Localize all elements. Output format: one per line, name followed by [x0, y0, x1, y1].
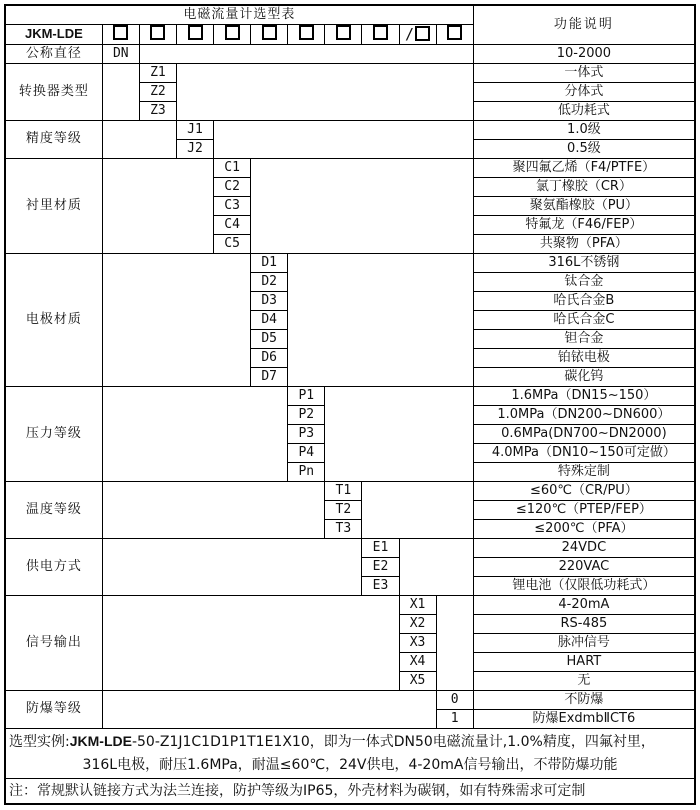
- option-code: D3: [251, 291, 288, 310]
- option-description: 聚四氟乙烯（F4/PTFE）: [473, 158, 695, 177]
- example-line-2: 316L电极，耐压1.6MPa，耐温≤60℃，24V供电，4-20mA信号输出，不带防爆功能: [82, 756, 618, 773]
- code-checkbox-x[interactable]: [399, 25, 436, 45]
- option-code: P4: [288, 443, 325, 462]
- option-description: 1.0MPa（DN200~DN600）: [473, 405, 695, 424]
- checkbox-icon: [415, 26, 430, 41]
- option-code: P2: [288, 405, 325, 424]
- option-code: D4: [251, 310, 288, 329]
- code-checkbox-e[interactable]: [362, 25, 399, 45]
- option-code: D7: [251, 367, 288, 386]
- option-description: 1.6MPa（DN15~150）: [473, 386, 695, 405]
- empty-cell: [436, 595, 473, 690]
- option-description: 0.5级: [473, 139, 695, 158]
- empty-cell: [399, 538, 473, 595]
- empty-cell: [214, 120, 474, 158]
- option-code: J2: [176, 139, 213, 158]
- option-code: Z1: [139, 63, 176, 82]
- checkbox-icon: [188, 25, 203, 40]
- checkbox-icon: [299, 25, 314, 40]
- option-code: D5: [251, 329, 288, 348]
- code-checkbox-d[interactable]: [251, 25, 288, 45]
- option-code: 0: [436, 690, 473, 709]
- empty-cell: [102, 481, 325, 538]
- option-code: E1: [362, 538, 399, 557]
- checkbox-icon: [113, 25, 128, 40]
- option-code: X2: [399, 614, 436, 633]
- empty-cell: [362, 481, 473, 538]
- option-code: Pn: [288, 462, 325, 481]
- category-label: 信号输出: [5, 595, 102, 690]
- option-description: 氯丁橡胶（CR）: [473, 177, 695, 196]
- option-code: C3: [214, 196, 251, 215]
- empty-cell: [325, 386, 473, 481]
- option-description: 特氟龙（F46/FEP）: [473, 215, 695, 234]
- option-code: X1: [399, 595, 436, 614]
- option-description: 哈氏合金B: [473, 291, 695, 310]
- category-label: 转换器类型: [5, 63, 102, 120]
- option-code: E3: [362, 576, 399, 595]
- selection-example: [5, 728, 695, 778]
- code-checkbox-c[interactable]: [214, 25, 251, 45]
- empty-cell: [102, 595, 399, 690]
- code-checkbox-dn[interactable]: [102, 25, 139, 45]
- checkbox-icon: [150, 25, 165, 40]
- option-code: T1: [325, 481, 362, 500]
- category-label: 防爆等级: [5, 690, 102, 728]
- option-code: DN: [102, 44, 139, 63]
- example-prefix: 选型实例:: [9, 733, 70, 750]
- footnote: 注：常规默认链接方式为法兰连接，防护等级为IP65，外壳材料为碳钢，如有特殊需求可定制: [5, 778, 695, 804]
- category-label: 电极材质: [5, 253, 102, 386]
- option-description: 防爆ExdmbⅡCT6: [473, 709, 695, 728]
- option-code: X3: [399, 633, 436, 652]
- selection-table: [4, 4, 696, 805]
- empty-cell: [102, 386, 287, 481]
- separator-slash: /: [405, 25, 415, 43]
- option-code: X5: [399, 671, 436, 690]
- option-description: 碳化钨: [473, 367, 695, 386]
- option-description: 铂铱电极: [473, 348, 695, 367]
- code-checkbox-p[interactable]: [288, 25, 325, 45]
- checkbox-icon: [262, 25, 277, 40]
- option-description: 不防爆: [473, 690, 695, 709]
- checkbox-icon: [225, 25, 240, 40]
- empty-cell: [139, 44, 473, 63]
- checkbox-icon: [447, 25, 462, 40]
- option-description: ≤120℃（PTEP/FEP）: [473, 500, 695, 519]
- option-description: 10-2000: [473, 44, 695, 63]
- category-label: 衬里材质: [5, 158, 102, 253]
- empty-cell: [102, 690, 436, 728]
- category-label: 精度等级: [5, 120, 102, 158]
- option-code: Z2: [139, 82, 176, 101]
- empty-cell: [102, 253, 250, 386]
- option-description: 一体式: [473, 63, 695, 82]
- option-description: 分体式: [473, 82, 695, 101]
- option-description: 锂电池（仅限低功耗式）: [473, 576, 695, 595]
- option-description: 哈氏合金C: [473, 310, 695, 329]
- empty-cell: [102, 63, 139, 120]
- option-description: 1.0级: [473, 120, 695, 139]
- table-title: 电磁流量计选型表: [5, 5, 473, 25]
- example-brand: JKM-LDE: [69, 732, 132, 749]
- checkbox-icon: [373, 25, 388, 40]
- category-label: 温度等级: [5, 481, 102, 538]
- empty-cell: [102, 538, 362, 595]
- example-rest: -50-Z1J1C1D1P1T1E1X10，即为一体式DN50电磁流量计,1.0%精度，四氟衬里，: [131, 733, 655, 750]
- option-code: Z3: [139, 101, 176, 120]
- category-label: 压力等级: [5, 386, 102, 481]
- option-description: 316L不锈钢: [473, 253, 695, 272]
- option-code: C2: [214, 177, 251, 196]
- option-description: 钽合金: [473, 329, 695, 348]
- option-code: J1: [176, 120, 213, 139]
- option-description: 4.0MPa（DN10~150可定做）: [473, 443, 695, 462]
- option-description: ≤60℃（CR/PU）: [473, 481, 695, 500]
- empty-cell: [288, 253, 474, 386]
- empty-cell: [176, 63, 473, 120]
- option-description: 无: [473, 671, 695, 690]
- empty-cell: [251, 158, 474, 253]
- option-description: 脉冲信号: [473, 633, 695, 652]
- option-description: 共聚物（PFA）: [473, 234, 695, 253]
- option-code: C4: [214, 215, 251, 234]
- option-description: 低功耗式: [473, 101, 695, 120]
- category-label: 公称直径: [5, 44, 102, 63]
- option-code: C1: [214, 158, 251, 177]
- option-description: RS-485: [473, 614, 695, 633]
- code-checkbox-z[interactable]: [139, 25, 176, 45]
- option-description: ≤200℃（PFA）: [473, 519, 695, 538]
- option-code: P3: [288, 424, 325, 443]
- option-description: 钛合金: [473, 272, 695, 291]
- code-checkbox-j[interactable]: [176, 25, 213, 45]
- option-code: D2: [251, 272, 288, 291]
- option-description: 聚氨酯橡胶（PU）: [473, 196, 695, 215]
- option-code: C5: [214, 234, 251, 253]
- option-description: 特殊定制: [473, 462, 695, 481]
- option-code: 1: [436, 709, 473, 728]
- function-column-header: 功能说明: [473, 5, 695, 44]
- option-code: E2: [362, 557, 399, 576]
- code-checkbox-t[interactable]: [325, 25, 362, 45]
- option-description: HART: [473, 652, 695, 671]
- empty-cell: [102, 120, 176, 158]
- option-description: 220VAC: [473, 557, 695, 576]
- code-checkbox-ex[interactable]: [436, 25, 473, 45]
- example-line-1: [6, 730, 694, 754]
- model-prefix: JKM-LDE: [5, 25, 102, 45]
- option-code: D1: [251, 253, 288, 272]
- option-code: X4: [399, 652, 436, 671]
- checkbox-icon: [336, 25, 351, 40]
- option-code: P1: [288, 386, 325, 405]
- empty-cell: [102, 158, 213, 253]
- option-description: 24VDC: [473, 538, 695, 557]
- option-code: T2: [325, 500, 362, 519]
- option-description: 0.6MPa(DN700~DN2000): [473, 424, 695, 443]
- option-code: T3: [325, 519, 362, 538]
- option-code: D6: [251, 348, 288, 367]
- option-description: 4-20mA: [473, 595, 695, 614]
- category-label: 供电方式: [5, 538, 102, 595]
